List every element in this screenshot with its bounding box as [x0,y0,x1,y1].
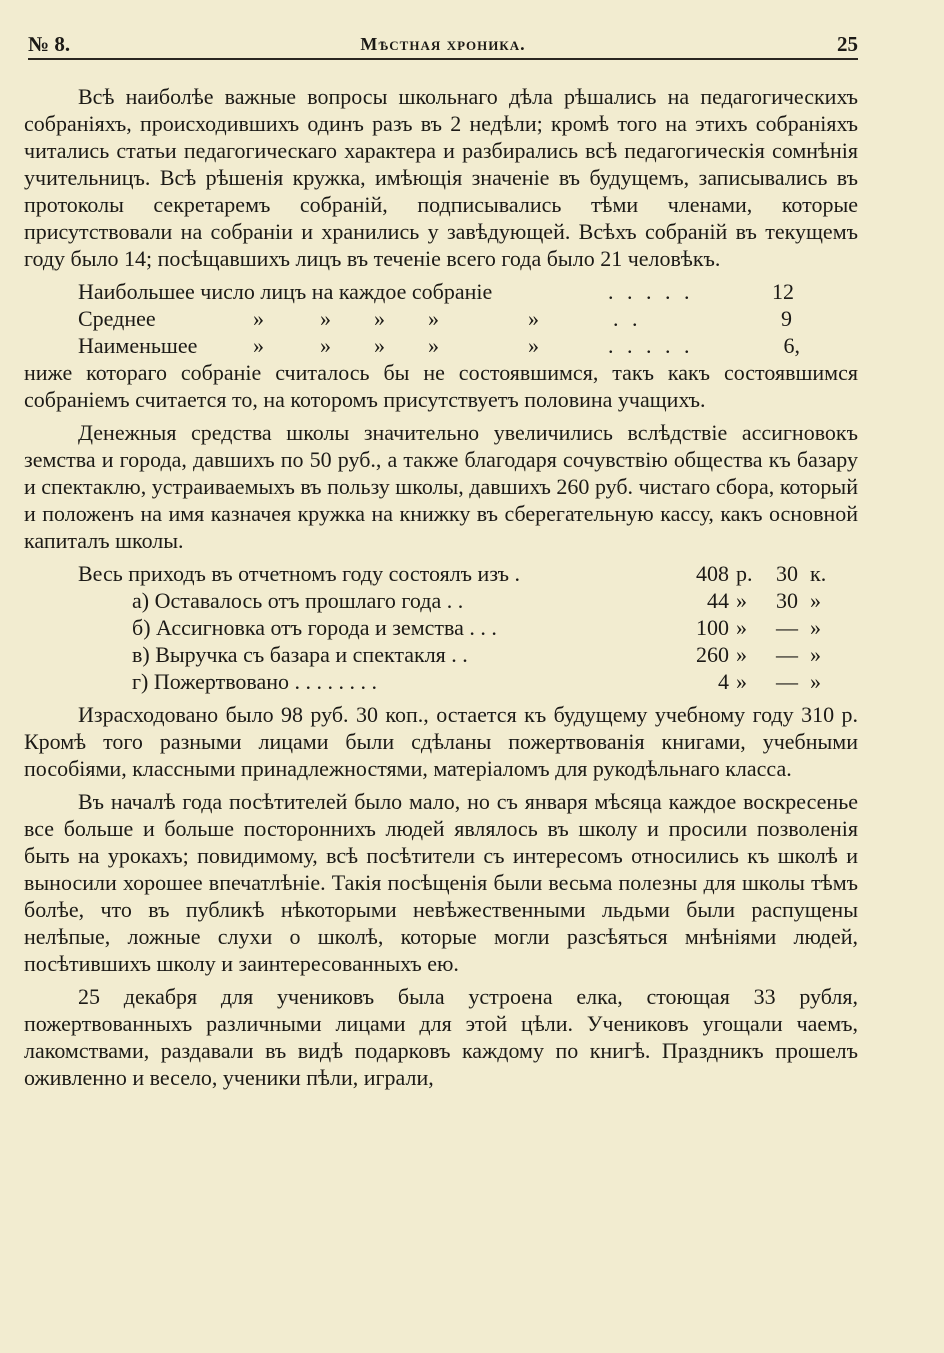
page-number: 25 [837,32,858,56]
income-item-row [24,614,858,641]
ditto-mark: » [320,306,331,331]
stat-avg-label: Среднее [78,306,156,331]
income-item-rub: » [736,615,747,640]
paragraph-quorum: ниже котораго собраніе считалось бы не состоявшимся, такъ какъ состоявшимся собраніемъ считается то, на которомъ присутствуетъ половина учащихъ. [24,360,858,412]
income-item-amount: 100 [696,615,729,640]
stat-row-max [78,278,858,305]
income-item-row [24,587,858,614]
stat-avg-value: 9 [781,306,792,331]
ditto-mark: » [528,333,539,358]
income-item-amount: 44 [707,588,729,613]
ditto-mark: » [528,306,539,331]
ditto-mark: » [374,333,385,358]
income-total-kop: 30 [776,561,798,586]
paragraph-meetings: Всѣ наиболѣе важные вопросы школьнаго дѣла рѣшались на педагогическихъ собраніяхъ, происходившихъ одинъ разъ въ 2 недѣли; кромѣ того на этихъ собраніяхъ читались статьи педагогическаго характера и разбирались всѣ педагогическія сомнѣнія учительницъ. Всѣ рѣшенія кружка, имѣющія значеніе въ будущемъ, записывались въ протоколы секретаремъ собраній, подписывались тѣми членами, которые присутствовали на собраніи и хранились у завѣдующей. Всѣхъ собраній въ текущемъ году было 14; посѣщавшихъ лицъ въ теченіе всего года было 21 человѣкъ. [24,84,858,271]
stat-max-value: 12 [772,279,794,304]
ditto-mark: » [320,333,331,358]
ditto-mark: » [428,306,439,331]
ditto-mark: » [253,306,264,331]
stat-row-avg [78,305,858,332]
paragraph-expenses: Израсходовано было 98 руб. 30 коп., остается къ будущему учебному году 310 р. Кромѣ того разными лицами были сдѣланы пожертвованія книгами, учебными пособіями, классными принадлежностями, матеріаломъ для рукодѣльнаго класса. [24,702,858,781]
income-item-label: а) Оставалось отъ прошлаго года . . [132,588,464,613]
section-title: Мѣстная хроника. [360,34,526,54]
income-item-kop: 30 [776,588,798,613]
stat-min-value: 6, [783,333,800,358]
income-item-kop: — [776,642,798,667]
income-item-rub: » [736,669,747,694]
income-item-k: » [810,588,821,613]
issue-number: № 8. [28,32,71,56]
income-item-rub: » [736,642,747,667]
stat-max-label: Наибольшее число лицъ на каждое собраніе [78,279,493,304]
income-item-amount: 4 [718,669,729,694]
ditto-mark: » [428,333,439,358]
paragraph-christmas-tree: 25 декабря для учениковъ была устроена елка, стоющая 33 рубля, пожертвованныхъ различными лицами для этой цѣли. Учениковъ угощали чаемъ, лакомствами, раздавали въ видѣ подарковъ каждому по книгѣ. Праздникъ прошелъ оживленно и весело, ученики пѣли, играли, [24,984,858,1090]
income-total-rub: р. [736,561,753,586]
income-item-amount: 260 [696,642,729,667]
income-item-k: » [810,642,821,667]
income-item-kop: — [776,669,798,694]
stat-min-label: Наименьшее [78,333,198,358]
paragraph-visitors: Въ началѣ года посѣтителей было мало, но съ января мѣсяца каждое воскресенье все больше и больше постороннихъ людей являлось въ школу и просили позволенія быть на урокахъ; повидимому, всѣ посѣтители съ интересомъ относились къ школѣ и выносили хорошее впечатлѣніе. Такія посѣщенія были весьма полезны для школы тѣмъ болѣе, что въ публикѣ нѣкоторыми невѣжественными льдьми были распущены нелѣпые, ложные слухи о школѣ, которые могли разсѣяться мнѣніями людей, посѣтившихъ школу и заинтересованныхъ ею. [24,789,858,976]
header-rule [28,58,858,60]
income-total-row [24,560,858,587]
income-item-label: г) Пожертвовано . . . . . . . . [132,669,378,694]
income-item-label: в) Выручка съ базара и спектакля . . [132,642,468,667]
income-item-rub: » [736,588,747,613]
stat-avg-dots: . . [613,306,642,331]
income-item-row [24,641,858,668]
income-item-label: б) Ассигновка отъ города и земства . . . [132,615,497,640]
income-item-k: » [810,615,821,640]
ditto-mark: » [374,306,385,331]
stat-row-min [78,332,858,359]
article-body [24,83,858,1091]
ditto-mark: » [253,333,264,358]
running-header [28,30,858,58]
stat-min-dots: . . . . . [608,333,694,358]
income-total-amount: 408 [696,561,729,586]
income-item-kop: — [776,615,798,640]
income-item-row [24,668,858,695]
stat-max-dots: . . . . . [608,279,694,304]
paragraph-funds: Денежныя средства школы значительно увеличились вслѣдствіе ассигновокъ земства и города, давшихъ по 50 руб., а также благодаря сочувствію общества къ базару и спектаклю, устраиваемыхъ въ пользу школы, давшихъ 260 руб. чистаго сбора, который и положенъ на имя казначея кружка на книжку въ сберегательную кассу, какъ основной капиталъ школы. [24,420,858,553]
income-total-k: к. [810,561,827,586]
income-total-label: Весь приходъ въ отчетномъ году состоялъ изъ . [78,561,521,586]
income-item-k: » [810,669,821,694]
